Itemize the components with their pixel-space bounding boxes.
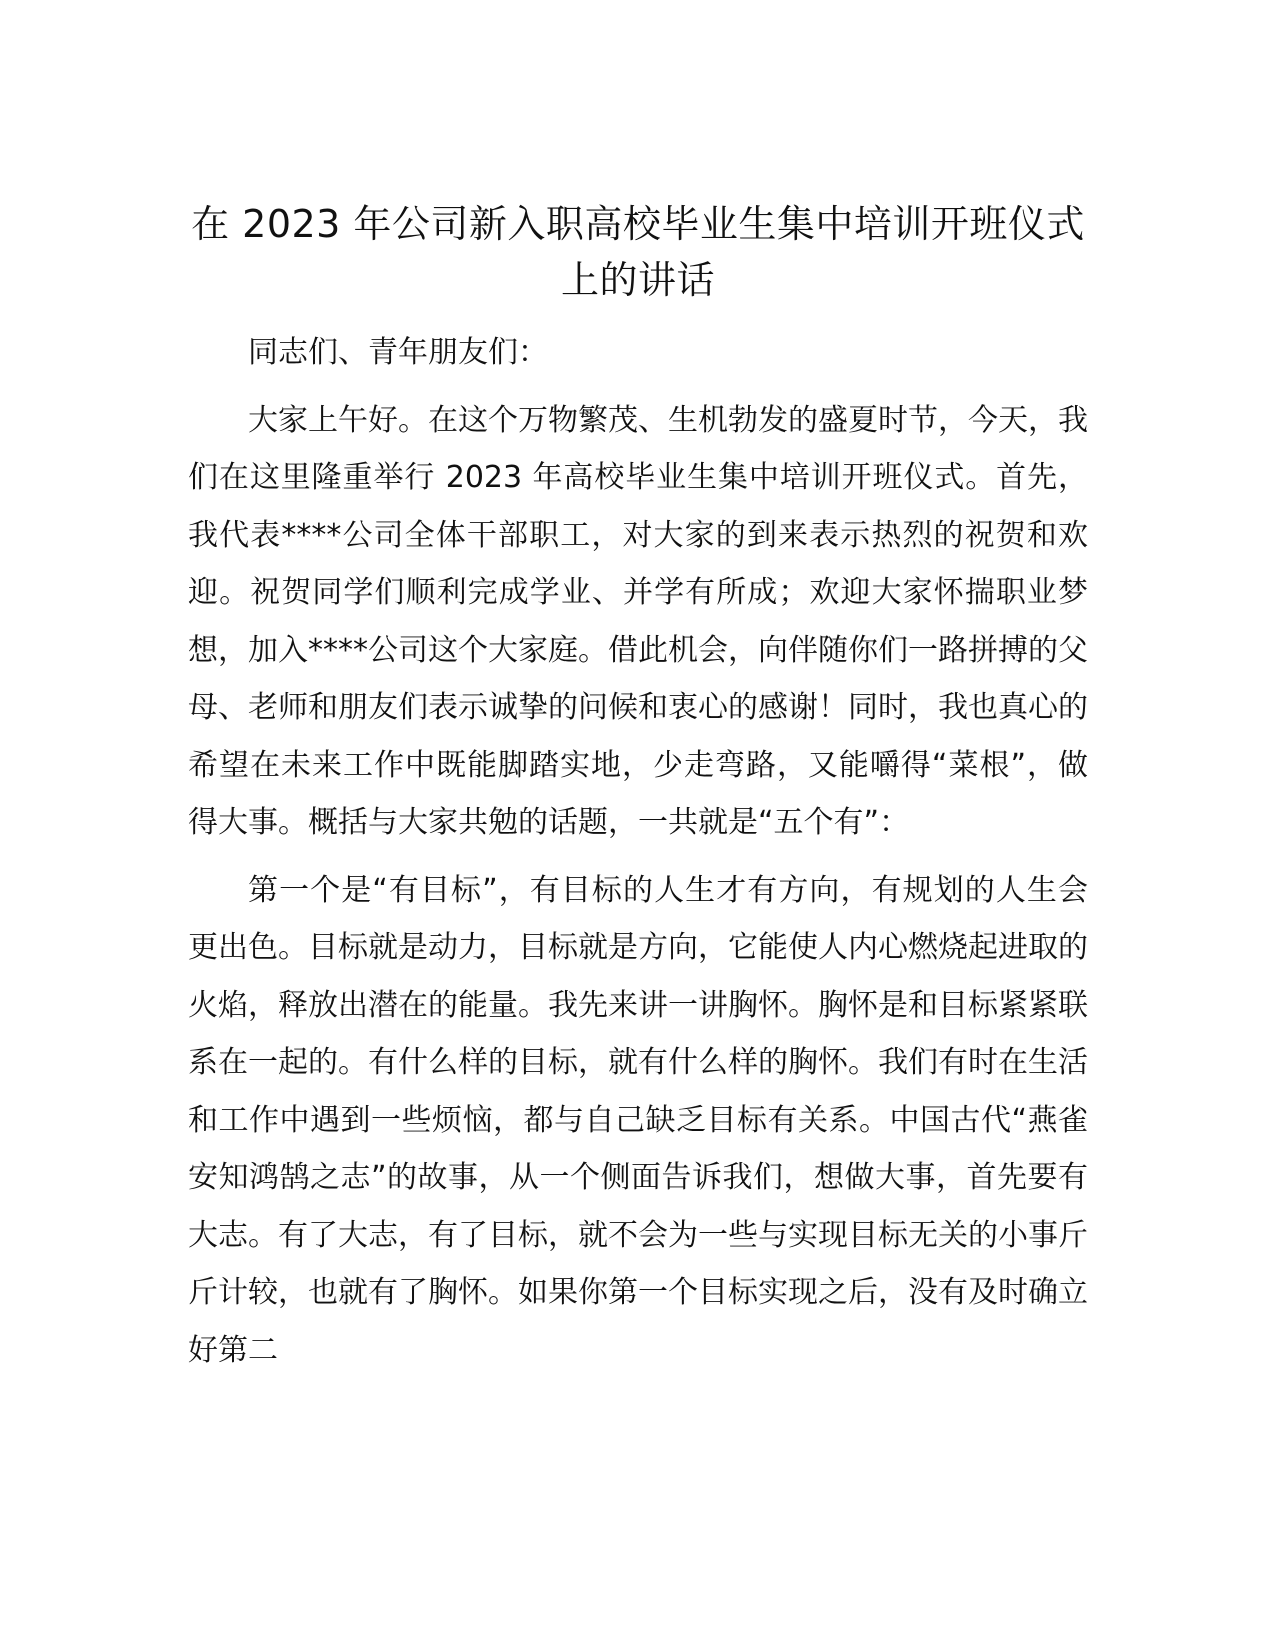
paragraph-opening: 大家上午好。在这个万物繁茂、生机勃发的盛夏时节，今天，我们在这里隆重举行 2023 年高校毕业生集中培训开班仪式。首先，我代表****公司全体干部职工，对大家的到来表示热烈的祝贺和欢迎。祝贺同学们顺利完成学业、并学有所成；欢迎大家怀揣职业梦想，加入****公司这个大家庭。借此机会，向伴随你们一路拼搏的父母、老师和朋友们表示诚挚的问候和衷心的感谢！同时，我也真心的希望在未来工作中既能脚踏实地，少走弯路，又能嚼得“菜根”，做得大事。概括与大家共勉的话题，一共就是“五个有”： — [188, 402, 1088, 840]
salutation: 同志们、青年朋友们： — [248, 335, 548, 370]
document-title: 在 2023 年公司新入职高校毕业生集中培训开班仪式上的讲话 — [191, 202, 1085, 302]
document-body — [188, 196, 1088, 1379]
paragraph-first-point: 第一个是“有目标”，有目标的人生才有方向，有规划的人生会更出色。目标就是动力，目标就是方向，它能使人内心燃烧起进取的火焰，释放出潜在的能量。我先来讲一讲胸怀。胸怀是和目标紧紧联系在一起的。有什么样的目标，就有什么样的胸怀。我们有时在生活和工作中遇到一些烦恼，都与自己缺乏目标有关系。中国古代“燕雀安知鸿鹄之志”的故事，从一个侧面告诉我们，想做大事，首先要有大志。有了大志，有了目标，就不会为一些与实现目标无关的小事斤斤计较，也就有了胸怀。如果你第一个目标实现之后，没有及时确立好第二 — [188, 872, 1088, 1368]
